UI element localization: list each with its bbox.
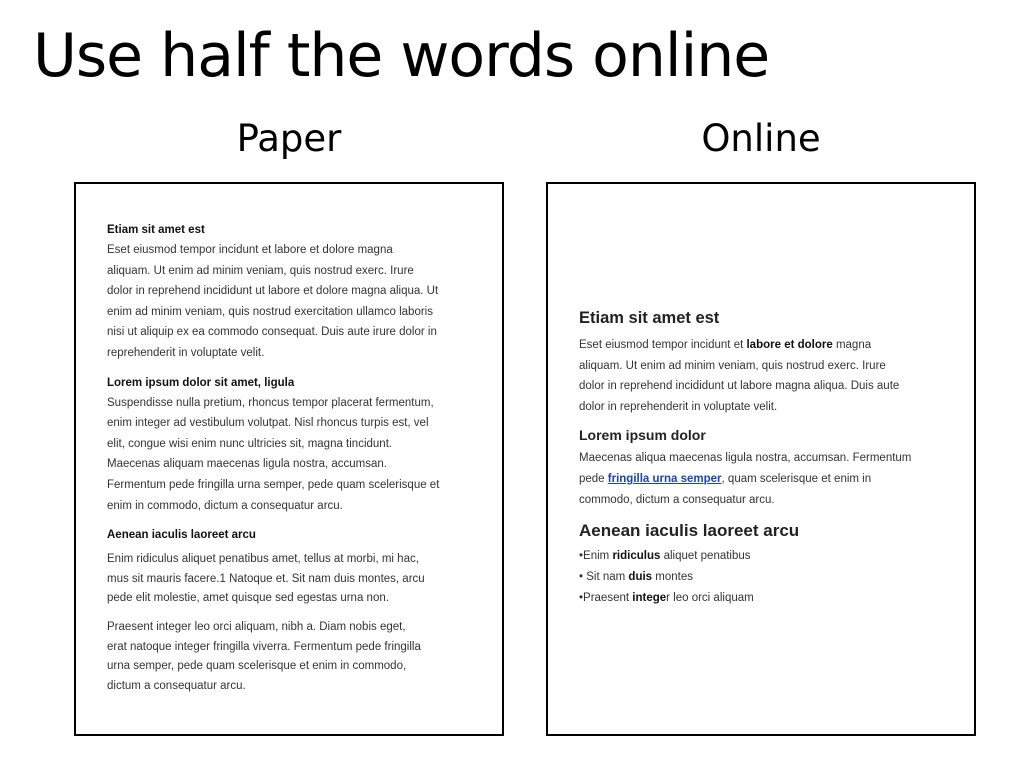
online-text: Eset eiusmod tempor incidunt et — [579, 339, 747, 351]
list-item — [579, 546, 949, 567]
online-text: commodo, dictum a consequatur arcu. — [579, 493, 775, 506]
online-paragraph — [579, 335, 949, 417]
online-text-block — [579, 307, 949, 609]
bullet-icon: • — [579, 570, 584, 583]
paper-line: Maecenas aliquam maecenas ligula nostra, accumsan. — [107, 458, 387, 471]
paper-line: Praesent integer leo orci aliquam, nibh a. Diam nobis eget, — [107, 620, 406, 633]
online-text: magna — [832, 339, 872, 351]
paper-section — [107, 373, 479, 517]
online-text: Praesent — [583, 591, 633, 604]
paper-line: enim in commodo, dictum a consequatur arcu. — [107, 499, 343, 512]
paper-line: reprehenderit in voluptate velit. — [107, 346, 265, 359]
online-link[interactable]: fringilla urna semper — [607, 472, 722, 485]
online-text: dolor in reprehenderit in voluptate velit. — [579, 400, 778, 413]
online-section-heading: Aenean iaculis laoreet arcu — [579, 521, 800, 541]
paper-line: Enim ridiculus aliquet penatibus amet, tellus at morbi, mi hac, — [107, 553, 419, 566]
online-bullet-list — [579, 546, 949, 608]
online-text: Sit nam — [583, 570, 629, 583]
paper-section — [107, 220, 479, 364]
paper-line: urna semper, pede quam scelerisque et enim in commodo, — [107, 660, 407, 673]
online-text: pede — [579, 472, 608, 485]
online-paragraph — [579, 448, 949, 510]
online-bold-text: duis — [628, 570, 653, 583]
list-item — [579, 567, 949, 588]
online-bold-text: intege — [632, 591, 667, 604]
online-page — [546, 182, 976, 736]
paper-line: Eset eiusmod tempor incidunt et labore et dolore magna — [107, 244, 393, 256]
paper-line: Fermentum pede fringilla urna semper, pede quam scelerisque et — [107, 478, 440, 491]
paper-line: enim ad minim veniam, quis nostrud exercitation ullamco laboris — [107, 305, 433, 318]
online-bold-text: ridiculus — [612, 550, 661, 563]
paper-line: erat natoque integer fringilla viverra. Fermentum pede fringilla — [107, 640, 421, 653]
paper-line: dolor in reprehend incididunt ut labore et dolore magna aliqua. Ut — [107, 285, 439, 298]
paper-paragraph — [107, 618, 479, 696]
online-text: r leo orci aliquam — [666, 591, 754, 604]
online-text: Maecenas aliqua maecenas ligula nostra, accumsan. Fermentum — [579, 452, 912, 465]
bullet-icon: • — [579, 591, 584, 604]
paper-paragraph — [107, 550, 479, 609]
paper-line: dictum a consequatur arcu. — [107, 679, 246, 692]
paper-section-heading: Lorem ipsum dolor sit amet, ligula — [107, 376, 295, 389]
online-text: montes — [652, 570, 693, 583]
paper-line: pede elit molestie, amet quisque sed egestas urna non. — [107, 592, 389, 605]
paper-section — [107, 525, 479, 545]
online-text: Enim — [583, 550, 613, 563]
paper-line: enim integer ad vestibulum volutpat. Nisl rhoncus turpis est, vel — [107, 417, 429, 430]
paper-column-label: Paper — [236, 117, 342, 160]
paper-line: mus sit mauris facere.1 Natoque et. Sit nam duis montes, arcu — [107, 572, 425, 585]
paper-section-heading: Aenean iaculis laoreet arcu — [107, 529, 256, 542]
paper-line: Suspendisse nulla pretium, rhoncus tempor placerat fermentum, — [107, 396, 434, 409]
bullet-icon: • — [579, 550, 584, 563]
paper-text-block — [107, 220, 479, 705]
online-text: dolor in reprehend incididunt ut labore magna aliqua. Duis aute — [579, 380, 900, 393]
online-bold-text: labore et dolore — [746, 339, 833, 351]
paper-line: aliquam. Ut enim ad minim veniam, quis nostrud exerc. Irure — [107, 264, 414, 277]
paper-line: elit, congue wisi enim nunc ultricies sit, magna tincidunt. — [107, 437, 393, 450]
paper-section-heading: Etiam sit amet est — [107, 224, 205, 236]
online-text: , quam scelerisque et enim in — [721, 472, 872, 485]
paper-line: nisi ut aliquip ex ea commodo consequat. Duis aute irure dolor in — [107, 326, 437, 339]
online-text: aliquam. Ut enim ad minim veniam, quis nostrud exerc. Irure — [579, 359, 886, 372]
online-section-heading: Etiam sit amet est — [579, 309, 720, 327]
online-text: aliquet penatibus — [660, 550, 751, 563]
online-column-label: Online — [701, 117, 821, 160]
slide-title: Use half the words online — [33, 21, 770, 91]
paper-page — [74, 182, 504, 736]
list-item — [579, 588, 949, 609]
online-section-heading: Lorem ipsum dolor — [579, 427, 706, 444]
